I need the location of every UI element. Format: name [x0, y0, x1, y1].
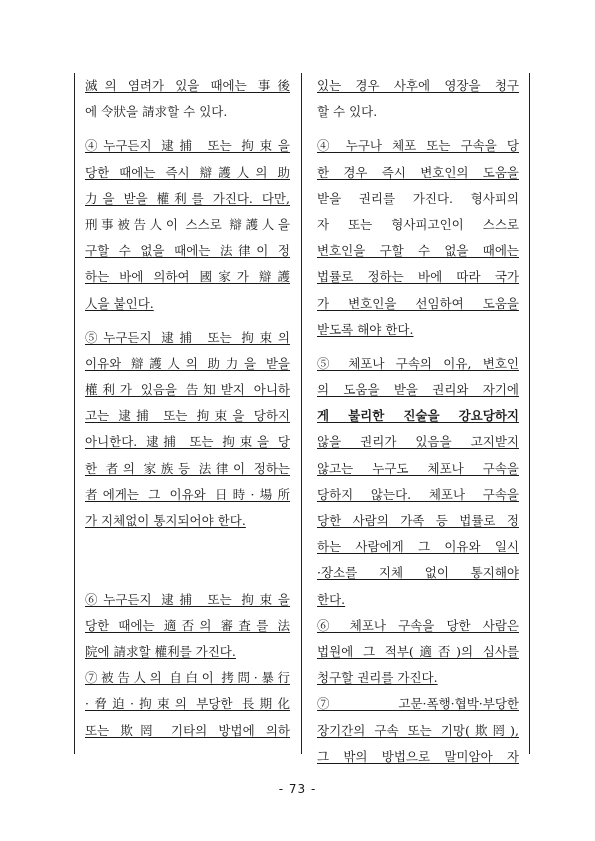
text-line: ⑥누구든지 逮捕 또는 拘束을 — [85, 591, 290, 607]
left-column — [85, 73, 290, 744]
text-line: 아니한다. 逮捕 또는 拘束을 당 — [85, 434, 290, 450]
page-number: - 73 - — [278, 782, 317, 796]
text-line: 당한 때에는 즉시 辯護人의 助 — [85, 164, 290, 180]
text-line: 당한 때에는 適否의 審査를 法 — [85, 617, 290, 633]
text-line: 않고는 누구도 체포나 구속을 — [317, 460, 519, 476]
text-line: 할 수 있다. — [317, 104, 378, 120]
text-line: 가 변호인을 선임하여 도움을 — [317, 295, 519, 311]
text-line: 하는 사람에게 그 이유와 일시 — [317, 539, 519, 555]
right-column — [317, 73, 519, 770]
text-line: ⑦被告人의 自白이 拷問·暴行 — [85, 670, 290, 686]
text-line: 또는 欺罔 기타의 방법에 의하 — [85, 722, 290, 738]
text-line: 이유와 辯護人의 助力을 받을 — [85, 355, 290, 371]
text-line: 받을 권리를 가진다. 형사피의 — [317, 190, 519, 206]
text-line: 구할 수 없을 때에는 法律이 정 — [85, 243, 290, 259]
comparison-table — [74, 73, 530, 764]
text-line: 人을 붙인다. — [85, 295, 154, 311]
text-line: 법원에 그 적부(適否)의 심사를 — [317, 643, 519, 659]
text-line: 법률로 정하는 바에 따라 국가 — [317, 269, 519, 285]
text-line: 않을 권리가 있음을 고지받지 — [317, 434, 519, 450]
text-line: 당하지 않는다. 체포나 구속을 — [317, 486, 519, 502]
text-line: 장기간의 구속 또는 기망(欺罔), — [317, 722, 519, 738]
text-line: 에 令狀을 請求할 수 있다. — [85, 104, 228, 120]
text-line: 者에게는 그 이유와 日時·場所 — [85, 486, 290, 502]
text-line: 權利가 있음을 告知받지 아니하 — [85, 382, 290, 398]
text-line: ④ 누구나 체포 또는 구속을 당 — [317, 138, 519, 154]
text-line: 力을 받을 權利를 가진다. 다만, — [85, 190, 290, 206]
text-line: 자 또는 형사피고인이 스스로 — [317, 216, 519, 232]
text-line: ⑤ 체포나 구속의 이유, 변호인 — [317, 355, 519, 371]
text-line: ⑥ 체포나 구속을 당한 사람은 — [317, 617, 519, 633]
text-line: 刑事被告人이 스스로 辯護人을 — [85, 216, 290, 232]
text-line: 있는 경우 사후에 영장을 청구 — [317, 78, 519, 93]
text-line: 院에 請求할 權利를 가진다. — [85, 643, 236, 659]
text-line: 한 者의 家族등 法律이 정하는 — [85, 460, 290, 476]
text-line: 고는 逮捕 또는 拘束을 당하지 — [85, 408, 290, 424]
text-line: 당한 사람의 가족 등 법률로 정 — [317, 513, 519, 528]
text-line: 받도록 해야 한다. — [317, 321, 414, 337]
text-line: 그 밖의 방법으로 말미암아 자 — [317, 748, 519, 764]
text-line: ⑤누구든지 逮捕 또는 拘束의 — [85, 329, 290, 345]
text-line: ④누구든지 逮捕 또는 拘束을 — [85, 138, 290, 154]
column-divider — [301, 73, 302, 754]
text-line: 한 경우 즉시 변호인의 도움을 — [317, 164, 519, 180]
text-line: ⑦ 고문·폭행·협박·부당한 — [317, 696, 519, 712]
text-line: 게 불리한 진술을 강요당하지 — [317, 408, 519, 424]
text-line: 滅의 염려가 있을 때에는 事後 — [85, 78, 290, 93]
text-line: 한다. — [317, 591, 346, 607]
text-line: 의 도움을 받을 권리와 자기에 — [317, 382, 519, 398]
text-line: 하는 바에 의하여 國家가 辯護 — [85, 269, 290, 285]
text-line: ·脅迫·拘束의 부당한 長期化 — [85, 696, 290, 712]
text-line: 가 지체없이 통지되어야 한다. — [85, 513, 246, 528]
text-line: 청구할 권리를 가진다. — [317, 670, 438, 686]
text-line: 변호인을 구할 수 없을 때에는 — [317, 243, 519, 259]
text-line: ·장소를 지체 없이 통지해야 — [317, 565, 519, 581]
